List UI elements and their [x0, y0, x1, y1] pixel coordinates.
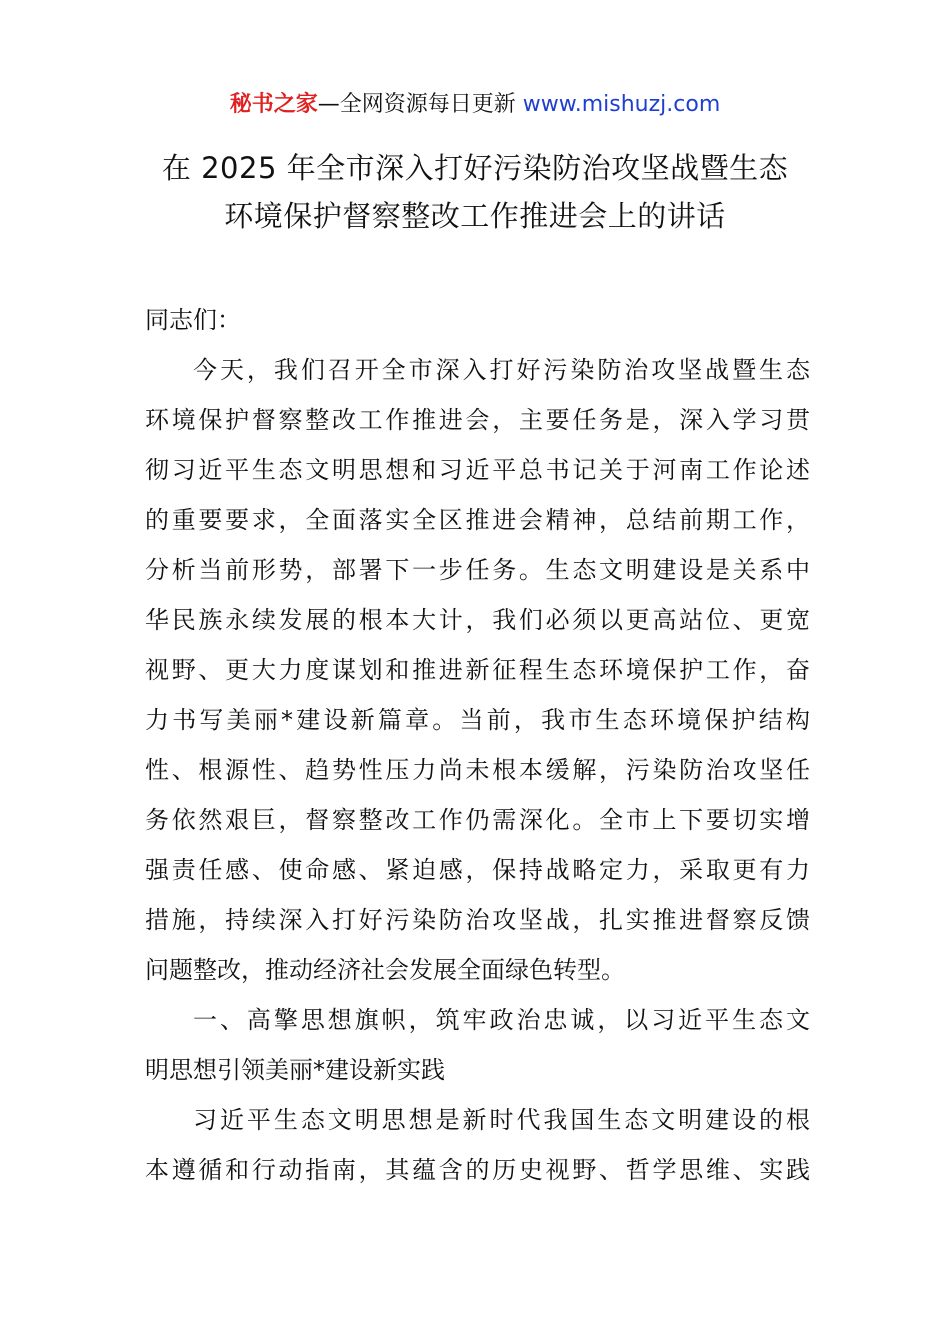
document-title	[100, 144, 850, 240]
paragraph-1-line: 的重要要求，全面落实全区推进会精神，总结前期工作，	[145, 506, 810, 534]
site-url-link[interactable]: www.mishuzj.com	[522, 92, 721, 117]
paragraph-1-line: 彻习近平生态文明思想和习近平总书记关于河南工作论述	[145, 456, 810, 484]
section-heading-1-line: 明思想引领美丽*建设新实践	[145, 1056, 445, 1084]
paragraph-1-line: 力书写美丽*建设新篇章。当前，我市生态环境保护结构	[145, 706, 810, 734]
paragraph-1-line: 视野、更大力度谋划和推进新征程生态环境保护工作，奋	[145, 656, 810, 684]
site-slogan: —全网资源每日更新	[317, 92, 523, 117]
document-body	[145, 295, 810, 1195]
brand-name: 秘书之家	[229, 92, 318, 117]
paragraph-2-line: 习近平生态文明思想是新时代我国生态文明建设的根	[193, 1106, 810, 1134]
salutation: 同志们：	[145, 306, 241, 334]
title-line-1: 在 2025 年全市深入打好污染防治攻坚战暨生态	[161, 151, 789, 185]
paragraph-1-line: 性、根源性、趋势性压力尚未根本缓解，污染防治攻坚任	[145, 756, 810, 784]
paragraph-1-line: 今天，我们召开全市深入打好污染防治攻坚战暨生态	[193, 356, 810, 384]
paragraph-1-line: 环境保护督察整改工作推进会，主要任务是，深入学习贯	[145, 406, 810, 434]
paragraph-1-line: 措施，持续深入打好污染防治攻坚战，扎实推进督察反馈	[145, 906, 810, 934]
paragraph-1-line: 华民族永续发展的根本大计，我们必须以更高站位、更宽	[145, 606, 810, 634]
paragraph-1-line: 务依然艰巨，督察整改工作仍需深化。全市上下要切实增	[145, 806, 810, 834]
section-heading-1-line: 一、高擎思想旗帜，筑牢政治忠诚，以习近平生态文	[193, 1006, 810, 1034]
paragraph-1-line: 分析当前形势，部署下一步任务。生态文明建设是关系中	[145, 556, 810, 584]
site-header	[0, 88, 950, 122]
paragraph-2-line: 本遵循和行动指南，其蕴含的历史视野、哲学思维、实践	[145, 1156, 810, 1184]
paragraph-1-line: 强责任感、使命感、紧迫感，保持战略定力，采取更有力	[145, 856, 810, 884]
title-line-2: 环境保护督察整改工作推进会上的讲话	[224, 199, 726, 233]
paragraph-1-line: 问题整改，推动经济社会发展全面绿色转型。	[145, 956, 625, 984]
